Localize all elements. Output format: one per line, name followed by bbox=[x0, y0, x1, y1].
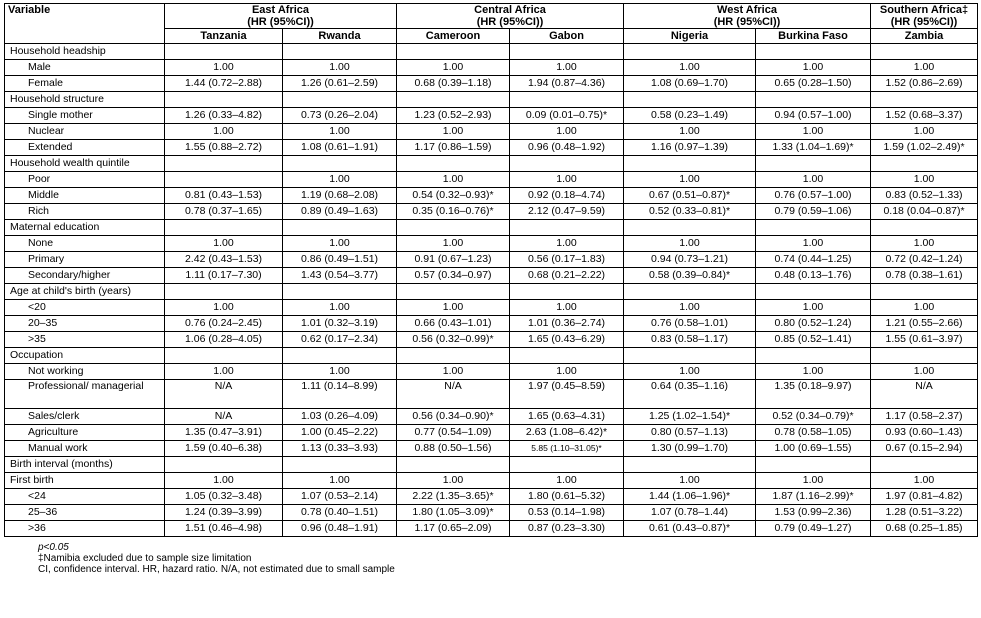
value-cell: 1.80 (1.05–3.09)* bbox=[397, 505, 510, 521]
value-cell: 1.80 (0.61–5.32) bbox=[510, 489, 624, 505]
value-cell: 1.00 bbox=[165, 60, 283, 76]
table-row bbox=[5, 521, 978, 537]
value-cell: N/A bbox=[165, 409, 283, 425]
row-label: 20–35 bbox=[5, 316, 165, 332]
section-header-row bbox=[5, 220, 978, 236]
value-cell: 0.18 (0.04–0.87)* bbox=[871, 204, 978, 220]
value-cell: 0.67 (0.15–2.94) bbox=[871, 441, 978, 457]
empty-cell bbox=[756, 284, 871, 300]
empty-cell bbox=[397, 156, 510, 172]
value-cell: 1.43 (0.54–3.77) bbox=[283, 268, 397, 284]
value-cell: 1.00 bbox=[510, 300, 624, 316]
value-cell: 1.00 bbox=[756, 300, 871, 316]
empty-cell bbox=[165, 348, 283, 364]
value-cell: 0.76 (0.58–1.01) bbox=[624, 316, 756, 332]
row-label: Extended bbox=[5, 140, 165, 156]
row-label: <24 bbox=[5, 489, 165, 505]
value-cell: 0.76 (0.24–2.45) bbox=[165, 316, 283, 332]
empty-cell bbox=[397, 220, 510, 236]
row-label: Not working bbox=[5, 364, 165, 380]
value-cell: 0.96 (0.48–1.91) bbox=[283, 521, 397, 537]
value-cell: 0.94 (0.57–1.00) bbox=[756, 108, 871, 124]
section-title: Birth interval (months) bbox=[5, 457, 165, 473]
section-title: Occupation bbox=[5, 348, 165, 364]
value-cell: 1.44 (1.06–1.96)* bbox=[624, 489, 756, 505]
region-sub: (HR (95%CI)) bbox=[890, 16, 958, 28]
value-cell: 0.78 (0.58–1.05) bbox=[756, 425, 871, 441]
value-cell: 1.97 (0.45–8.59) bbox=[510, 380, 624, 409]
table-row bbox=[5, 204, 978, 220]
table-row bbox=[5, 252, 978, 268]
country-header-nigeria: Nigeria bbox=[624, 29, 756, 44]
value-cell: 1.00 bbox=[871, 300, 978, 316]
value-cell: 0.93 (0.60–1.43) bbox=[871, 425, 978, 441]
value-cell: 1.00 bbox=[624, 300, 756, 316]
empty-cell bbox=[165, 44, 283, 60]
value-cell: 1.00 bbox=[510, 364, 624, 380]
footnote-significance: p<0.05 bbox=[38, 542, 69, 553]
value-cell: 0.72 (0.42–1.24) bbox=[871, 252, 978, 268]
region-central-africa bbox=[397, 4, 624, 29]
table-body bbox=[5, 44, 978, 537]
row-label: Female bbox=[5, 76, 165, 92]
value-cell: 1.35 (0.18–9.97) bbox=[756, 380, 871, 409]
value-cell: 1.00 bbox=[510, 172, 624, 188]
section-header-row bbox=[5, 92, 978, 108]
empty-cell bbox=[871, 284, 978, 300]
value-cell: 0.73 (0.26–2.04) bbox=[283, 108, 397, 124]
region-sub: (HR (95%CI)) bbox=[476, 16, 544, 28]
empty-cell bbox=[624, 284, 756, 300]
empty-cell bbox=[510, 156, 624, 172]
value-cell: 0.56 (0.34–0.90)* bbox=[397, 409, 510, 425]
value-cell: 0.61 (0.43–0.87)* bbox=[624, 521, 756, 537]
value-cell: 1.30 (0.99–1.70) bbox=[624, 441, 756, 457]
value-cell: 1.06 (0.28–4.05) bbox=[165, 332, 283, 348]
value-cell: 1.00 bbox=[397, 236, 510, 252]
region-name: East Africa bbox=[251, 4, 310, 16]
value-cell: 0.83 (0.52–1.33) bbox=[871, 188, 978, 204]
row-label: >35 bbox=[5, 332, 165, 348]
value-cell: 1.00 bbox=[624, 172, 756, 188]
value-cell: 0.88 (0.50–1.56) bbox=[397, 441, 510, 457]
empty-cell bbox=[624, 220, 756, 236]
value-cell: 0.53 (0.14–1.98) bbox=[510, 505, 624, 521]
empty-cell bbox=[871, 44, 978, 60]
country-header-tanzania: Tanzania bbox=[165, 29, 283, 44]
value-cell: 1.97 (0.81–4.82) bbox=[871, 489, 978, 505]
value-cell: 1.55 (0.88–2.72) bbox=[165, 140, 283, 156]
empty-cell bbox=[510, 348, 624, 364]
value-cell: 1.00 bbox=[397, 473, 510, 489]
value-cell bbox=[165, 172, 283, 188]
empty-cell bbox=[510, 44, 624, 60]
value-cell: 1.35 (0.47–3.91) bbox=[165, 425, 283, 441]
value-cell: 1.00 bbox=[871, 473, 978, 489]
table-row bbox=[5, 364, 978, 380]
table-row bbox=[5, 300, 978, 316]
value-cell: 0.57 (0.34–0.97) bbox=[397, 268, 510, 284]
value-cell: 0.67 (0.51–0.87)* bbox=[624, 188, 756, 204]
value-cell: 1.00 bbox=[756, 124, 871, 140]
row-label: <20 bbox=[5, 300, 165, 316]
row-label: Secondary/higher bbox=[5, 268, 165, 284]
value-cell: 1.23 (0.52–2.93) bbox=[397, 108, 510, 124]
table-row bbox=[5, 505, 978, 521]
value-cell: 1.28 (0.51–3.22) bbox=[871, 505, 978, 521]
section-header-row bbox=[5, 156, 978, 172]
value-cell: 1.00 bbox=[397, 172, 510, 188]
table-row bbox=[5, 473, 978, 489]
value-cell: 1.16 (0.97–1.39) bbox=[624, 140, 756, 156]
empty-cell bbox=[756, 156, 871, 172]
value-cell: 1.00 bbox=[510, 473, 624, 489]
empty-cell bbox=[756, 220, 871, 236]
region-southern-africa bbox=[871, 4, 978, 29]
value-cell: 1.33 (1.04–1.69)* bbox=[756, 140, 871, 156]
value-cell: 0.54 (0.32–0.93)* bbox=[397, 188, 510, 204]
value-cell: 0.68 (0.39–1.18) bbox=[397, 76, 510, 92]
value-cell: 1.00 (0.45–2.22) bbox=[283, 425, 397, 441]
row-label: Professional/ managerial bbox=[5, 380, 165, 409]
value-cell: 1.44 (0.72–2.88) bbox=[165, 76, 283, 92]
empty-cell bbox=[165, 92, 283, 108]
table-row bbox=[5, 316, 978, 332]
value-cell: 1.00 bbox=[510, 124, 624, 140]
value-cell: 1.19 (0.68–2.08) bbox=[283, 188, 397, 204]
country-header-gabon: Gabon bbox=[510, 29, 624, 44]
value-cell: 1.08 (0.61–1.91) bbox=[283, 140, 397, 156]
country-header-rwanda: Rwanda bbox=[283, 29, 397, 44]
empty-cell bbox=[165, 220, 283, 236]
value-cell: 1.59 (1.02–2.49)* bbox=[871, 140, 978, 156]
row-label: Middle bbox=[5, 188, 165, 204]
table-row bbox=[5, 380, 978, 409]
table-row bbox=[5, 60, 978, 76]
value-cell: 1.21 (0.55–2.66) bbox=[871, 316, 978, 332]
value-cell: 1.00 bbox=[283, 300, 397, 316]
value-cell: 1.25 (1.02–1.54)* bbox=[624, 409, 756, 425]
value-cell: 2.42 (0.43–1.53) bbox=[165, 252, 283, 268]
row-label: Poor bbox=[5, 172, 165, 188]
row-label: >36 bbox=[5, 521, 165, 537]
table-row bbox=[5, 140, 978, 156]
row-label: Male bbox=[5, 60, 165, 76]
empty-cell bbox=[397, 284, 510, 300]
value-cell: 1.00 bbox=[283, 473, 397, 489]
value-cell: N/A bbox=[397, 380, 510, 409]
value-cell: 1.00 bbox=[165, 236, 283, 252]
value-cell: 0.80 (0.52–1.24) bbox=[756, 316, 871, 332]
value-cell: 0.68 (0.25–1.85) bbox=[871, 521, 978, 537]
value-cell: 0.52 (0.34–0.79)* bbox=[756, 409, 871, 425]
value-cell: 1.52 (0.86–2.69) bbox=[871, 76, 978, 92]
value-cell: 1.53 (0.99–2.36) bbox=[756, 505, 871, 521]
region-name: West Africa bbox=[717, 4, 777, 16]
empty-cell bbox=[283, 92, 397, 108]
value-cell: 0.80 (0.57–1.13) bbox=[624, 425, 756, 441]
row-label: Nuclear bbox=[5, 124, 165, 140]
empty-cell bbox=[624, 457, 756, 473]
value-cell: 0.89 (0.49–1.63) bbox=[283, 204, 397, 220]
value-cell: 0.91 (0.67–1.23) bbox=[397, 252, 510, 268]
value-cell: 1.94 (0.87–4.36) bbox=[510, 76, 624, 92]
value-cell: 1.52 (0.68–3.37) bbox=[871, 108, 978, 124]
value-cell: 1.17 (0.65–2.09) bbox=[397, 521, 510, 537]
value-cell: 1.00 bbox=[283, 364, 397, 380]
value-cell: 1.00 bbox=[756, 236, 871, 252]
value-cell: 1.13 (0.33–3.93) bbox=[283, 441, 397, 457]
table-row bbox=[5, 188, 978, 204]
value-cell: 1.00 bbox=[510, 60, 624, 76]
region-name: Central Africa bbox=[474, 4, 546, 16]
value-cell: 1.17 (0.58–2.37) bbox=[871, 409, 978, 425]
value-cell: 1.00 bbox=[624, 473, 756, 489]
table-row bbox=[5, 409, 978, 425]
empty-cell bbox=[871, 457, 978, 473]
empty-cell bbox=[871, 156, 978, 172]
value-cell: 2.22 (1.35–3.65)* bbox=[397, 489, 510, 505]
table-row bbox=[5, 425, 978, 441]
value-cell: 1.00 bbox=[624, 60, 756, 76]
value-cell: 1.00 bbox=[283, 236, 397, 252]
table-row bbox=[5, 76, 978, 92]
empty-cell bbox=[283, 284, 397, 300]
value-cell: 1.51 (0.46–4.98) bbox=[165, 521, 283, 537]
value-cell: 1.00 bbox=[397, 60, 510, 76]
table-row bbox=[5, 332, 978, 348]
value-cell: 0.79 (0.59–1.06) bbox=[756, 204, 871, 220]
value-cell: 0.78 (0.37–1.65) bbox=[165, 204, 283, 220]
value-cell: 1.00 bbox=[871, 172, 978, 188]
region-name: Southern Africa‡ bbox=[879, 4, 969, 16]
empty-cell bbox=[510, 220, 624, 236]
value-cell: 0.92 (0.18–4.74) bbox=[510, 188, 624, 204]
value-cell: 1.00 bbox=[397, 364, 510, 380]
country-header-burkina-faso: Burkina Faso bbox=[756, 29, 871, 44]
value-cell: 1.24 (0.39–3.99) bbox=[165, 505, 283, 521]
value-cell: 1.87 (1.16–2.99)* bbox=[756, 489, 871, 505]
footnote-namibia: ‡Namibia excluded due to sample size limitation bbox=[38, 553, 252, 564]
empty-cell bbox=[283, 348, 397, 364]
value-cell: 1.00 bbox=[871, 364, 978, 380]
value-cell: 0.76 (0.57–1.00) bbox=[756, 188, 871, 204]
value-cell: 1.26 (0.33–4.82) bbox=[165, 108, 283, 124]
value-cell: 0.09 (0.01–0.75)* bbox=[510, 108, 624, 124]
value-cell: 0.65 (0.28–1.50) bbox=[756, 76, 871, 92]
empty-cell bbox=[283, 44, 397, 60]
row-label: Sales/clerk bbox=[5, 409, 165, 425]
empty-cell bbox=[624, 348, 756, 364]
value-cell: 1.65 (0.63–4.31) bbox=[510, 409, 624, 425]
empty-cell bbox=[756, 44, 871, 60]
value-cell: 1.00 bbox=[283, 124, 397, 140]
row-label: Primary bbox=[5, 252, 165, 268]
value-cell: 0.74 (0.44–1.25) bbox=[756, 252, 871, 268]
value-cell: 0.58 (0.39–0.84)* bbox=[624, 268, 756, 284]
empty-cell bbox=[283, 156, 397, 172]
value-cell: 1.00 bbox=[283, 60, 397, 76]
value-cell: 1.11 (0.14–8.99) bbox=[283, 380, 397, 409]
row-label: First birth bbox=[5, 473, 165, 489]
value-cell: 1.00 bbox=[624, 236, 756, 252]
value-cell: 0.64 (0.35–1.16) bbox=[624, 380, 756, 409]
row-label: None bbox=[5, 236, 165, 252]
value-cell: 1.00 bbox=[871, 124, 978, 140]
empty-cell bbox=[397, 457, 510, 473]
value-cell: 2.63 (1.08–6.42)* bbox=[510, 425, 624, 441]
empty-cell bbox=[165, 457, 283, 473]
value-cell: 0.94 (0.73–1.21) bbox=[624, 252, 756, 268]
value-cell: 1.17 (0.86–1.59) bbox=[397, 140, 510, 156]
value-cell: 1.59 (0.40–6.38) bbox=[165, 441, 283, 457]
value-cell: 0.62 (0.17–2.34) bbox=[283, 332, 397, 348]
value-cell: N/A bbox=[165, 380, 283, 409]
table-header bbox=[5, 4, 978, 44]
value-cell: 1.00 bbox=[756, 172, 871, 188]
table-row bbox=[5, 268, 978, 284]
value-cell: 1.26 (0.61–2.59) bbox=[283, 76, 397, 92]
value-cell: 0.86 (0.49–1.51) bbox=[283, 252, 397, 268]
empty-cell bbox=[510, 284, 624, 300]
value-cell: 0.48 (0.13–1.76) bbox=[756, 268, 871, 284]
row-label: Manual work bbox=[5, 441, 165, 457]
variable-header: Variable bbox=[5, 4, 165, 44]
value-cell: 1.01 (0.36–2.74) bbox=[510, 316, 624, 332]
empty-cell bbox=[756, 348, 871, 364]
table-row bbox=[5, 441, 978, 457]
region-sub: (HR (95%CI)) bbox=[713, 16, 781, 28]
value-cell: 1.00 bbox=[756, 60, 871, 76]
value-cell: 1.00 bbox=[165, 300, 283, 316]
section-title: Household headship bbox=[5, 44, 165, 60]
section-header-row bbox=[5, 348, 978, 364]
empty-cell bbox=[165, 284, 283, 300]
region-west-africa bbox=[624, 4, 871, 29]
country-header-cameroon: Cameroon bbox=[397, 29, 510, 44]
value-cell: 0.83 (0.58–1.17) bbox=[624, 332, 756, 348]
value-cell: 2.12 (0.47–9.59) bbox=[510, 204, 624, 220]
section-title: Household wealth quintile bbox=[5, 156, 165, 172]
value-cell: 0.78 (0.38–1.61) bbox=[871, 268, 978, 284]
empty-cell bbox=[624, 92, 756, 108]
empty-cell bbox=[397, 92, 510, 108]
region-sub: (HR (95%CI)) bbox=[247, 16, 314, 28]
empty-cell bbox=[283, 457, 397, 473]
empty-cell bbox=[871, 92, 978, 108]
value-cell: 1.00 bbox=[871, 236, 978, 252]
value-cell: 1.07 (0.78–1.44) bbox=[624, 505, 756, 521]
value-cell: 1.05 (0.32–3.48) bbox=[165, 489, 283, 505]
value-cell: 0.78 (0.40–1.51) bbox=[283, 505, 397, 521]
value-cell: 1.00 bbox=[756, 364, 871, 380]
value-cell: 0.68 (0.21–2.22) bbox=[510, 268, 624, 284]
value-cell: 0.56 (0.32–0.99)* bbox=[397, 332, 510, 348]
region-header-row bbox=[5, 4, 978, 29]
hazard-ratio-table bbox=[4, 3, 978, 537]
footnotes bbox=[4, 542, 977, 575]
empty-cell bbox=[510, 92, 624, 108]
section-title: Age at child's birth (years) bbox=[5, 284, 165, 300]
value-cell: 0.85 (0.52–1.41) bbox=[756, 332, 871, 348]
section-title: Maternal education bbox=[5, 220, 165, 236]
value-cell: 1.00 bbox=[397, 300, 510, 316]
value-cell: 5.85 (1.10–31.05)* bbox=[510, 441, 624, 457]
value-cell: 1.00 bbox=[165, 124, 283, 140]
empty-cell bbox=[756, 92, 871, 108]
value-cell: 0.66 (0.43–1.01) bbox=[397, 316, 510, 332]
value-cell: 0.58 (0.23–1.49) bbox=[624, 108, 756, 124]
row-label: Agriculture bbox=[5, 425, 165, 441]
value-cell: 1.11 (0.17–7.30) bbox=[165, 268, 283, 284]
region-east-africa bbox=[165, 4, 397, 29]
empty-cell bbox=[397, 44, 510, 60]
table-row bbox=[5, 236, 978, 252]
value-cell: 1.01 (0.32–3.19) bbox=[283, 316, 397, 332]
section-header-row bbox=[5, 457, 978, 473]
value-cell: 1.00 bbox=[283, 172, 397, 188]
empty-cell bbox=[397, 348, 510, 364]
value-cell: 1.03 (0.26–4.09) bbox=[283, 409, 397, 425]
country-header-zambia: Zambia bbox=[871, 29, 978, 44]
value-cell: 1.00 bbox=[165, 473, 283, 489]
row-label: 25–36 bbox=[5, 505, 165, 521]
value-cell: 1.00 bbox=[871, 60, 978, 76]
section-title: Household structure bbox=[5, 92, 165, 108]
section-header-row bbox=[5, 44, 978, 60]
empty-cell bbox=[510, 457, 624, 473]
value-cell: 1.00 bbox=[510, 236, 624, 252]
value-cell: 1.07 (0.53–2.14) bbox=[283, 489, 397, 505]
value-cell: 1.00 bbox=[165, 364, 283, 380]
empty-cell bbox=[165, 156, 283, 172]
value-cell: 0.77 (0.54–1.09) bbox=[397, 425, 510, 441]
value-cell: 1.00 bbox=[624, 124, 756, 140]
empty-cell bbox=[624, 44, 756, 60]
value-cell: 0.81 (0.43–1.53) bbox=[165, 188, 283, 204]
row-label: Rich bbox=[5, 204, 165, 220]
empty-cell bbox=[871, 348, 978, 364]
table-row bbox=[5, 108, 978, 124]
row-label: Single mother bbox=[5, 108, 165, 124]
value-cell: 1.00 (0.69–1.55) bbox=[756, 441, 871, 457]
empty-cell bbox=[871, 220, 978, 236]
table-row bbox=[5, 172, 978, 188]
value-cell: 1.65 (0.43–6.29) bbox=[510, 332, 624, 348]
empty-cell bbox=[624, 156, 756, 172]
value-cell: 1.00 bbox=[756, 473, 871, 489]
table-container bbox=[4, 3, 977, 575]
table-row bbox=[5, 489, 978, 505]
value-cell: 1.08 (0.69–1.70) bbox=[624, 76, 756, 92]
value-cell: N/A bbox=[871, 380, 978, 409]
value-cell: 0.35 (0.16–0.76)* bbox=[397, 204, 510, 220]
value-cell: 1.00 bbox=[397, 124, 510, 140]
value-cell: 1.55 (0.61–3.97) bbox=[871, 332, 978, 348]
section-header-row bbox=[5, 284, 978, 300]
empty-cell bbox=[756, 457, 871, 473]
footnote-abbreviations: CI, confidence interval. HR, hazard ratio. N/A, not estimated due to small sample bbox=[38, 564, 395, 575]
value-cell: 0.52 (0.33–0.81)* bbox=[624, 204, 756, 220]
value-cell: 1.00 bbox=[624, 364, 756, 380]
value-cell: 0.96 (0.48–1.92) bbox=[510, 140, 624, 156]
value-cell: 0.87 (0.23–3.30) bbox=[510, 521, 624, 537]
value-cell: 0.56 (0.17–1.83) bbox=[510, 252, 624, 268]
empty-cell bbox=[283, 220, 397, 236]
table-row bbox=[5, 124, 978, 140]
value-cell: 0.79 (0.49–1.27) bbox=[756, 521, 871, 537]
